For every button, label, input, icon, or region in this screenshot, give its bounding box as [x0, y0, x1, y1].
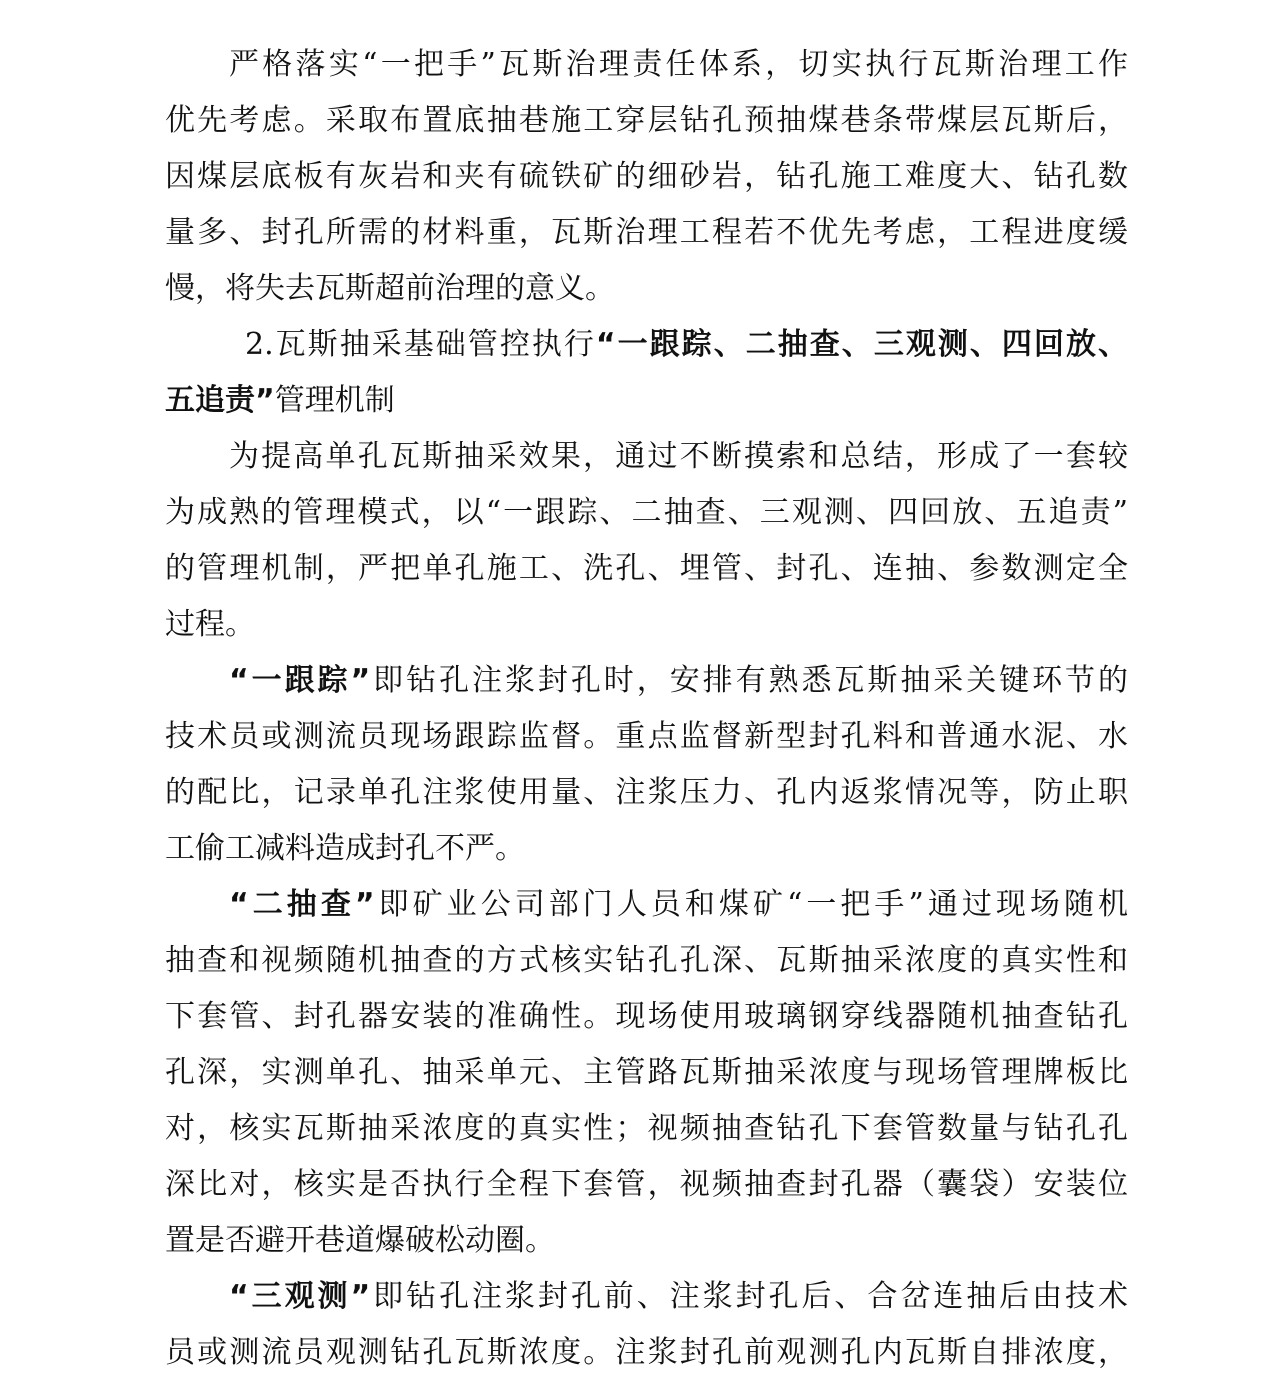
text-segment: 管理机制: [274, 383, 395, 418]
text-line: [165, 765, 1128, 821]
text-segment: 严格落实“一把手”瓦斯治理责任体系，切实执行瓦斯治理工作: [229, 47, 1128, 82]
text-line: [165, 1269, 1128, 1325]
text-segment: 工偷工减料造成封孔不严。: [165, 831, 525, 866]
text-segment: 对，核实瓦斯抽采浓度的真实性；视频抽查钻孔下套管数量与钻孔孔: [165, 1111, 1128, 1146]
text-segment: 孔深，实测单孔、抽采单元、主管路瓦斯抽采浓度与现场管理牌板比: [165, 1055, 1128, 1090]
text-segment: 抽查和视频随机抽查的方式核实钻孔孔深、瓦斯抽采浓度的真实性和: [165, 943, 1128, 978]
text-line: [165, 205, 1128, 261]
text-line: [165, 93, 1128, 149]
text-segment: 置是否避开巷道爆破松动圈。: [165, 1223, 555, 1258]
text-segment: 量多、封孔所需的材料重，瓦斯治理工程若不优先考虑，工程进度缓: [165, 215, 1128, 250]
bold-text: “一跟踪”: [229, 663, 371, 698]
text-line: [165, 1045, 1128, 1101]
text-segment: 技术员或测流员现场跟踪监督。重点监督新型封孔料和普通水泥、水: [165, 719, 1128, 754]
text-segment: 为成熟的管理模式，以“一跟踪、二抽查、三观测、四回放、五追责”: [165, 495, 1128, 530]
text-segment: 的管理机制，严把单孔施工、洗孔、埋管、封孔、连抽、参数测定全: [165, 551, 1128, 586]
text-segment: 过程。: [165, 607, 255, 642]
text-line: [165, 149, 1128, 205]
text-segment: 2.瓦斯抽采基础管控执行: [245, 327, 596, 362]
text-line: [165, 1101, 1128, 1157]
text-segment: 慢，将失去瓦斯超前治理的意义。: [165, 271, 615, 306]
text-line: [165, 373, 1128, 429]
text-segment: 即钻孔注浆封孔前、注浆封孔后、合岔连抽后由技术: [370, 1279, 1129, 1314]
text-line: [165, 429, 1128, 485]
text-line: [165, 933, 1128, 989]
text-line: [165, 709, 1128, 765]
bold-text: “三观测”: [229, 1279, 371, 1314]
text-line: [165, 877, 1128, 933]
text-line: [165, 597, 1128, 653]
bold-text: “二抽查”: [229, 887, 375, 922]
text-segment: 员或测流员观测钻孔瓦斯浓度。注浆封孔前观测孔内瓦斯自排浓度，: [165, 1335, 1128, 1370]
bold-text: “一跟踪、二抽查、三观测、四回放、: [595, 327, 1128, 362]
text-segment: 为提高单孔瓦斯抽采效果，通过不断摸索和总结，形成了一套较: [229, 439, 1128, 474]
text-line: [165, 1325, 1128, 1381]
text-line: [165, 989, 1128, 1045]
text-line: [165, 317, 1128, 373]
text-segment: 优先考虑。采取布置底抽巷施工穿层钻孔预抽煤巷条带煤层瓦斯后，: [165, 103, 1128, 138]
text-line: [165, 1157, 1128, 1213]
text-line: [165, 261, 1128, 317]
text-segment: 即钻孔注浆封孔时，安排有熟悉瓦斯抽采关键环节的: [370, 663, 1129, 698]
text-line: [165, 541, 1128, 597]
text-segment: 下套管、封孔器安装的准确性。现场使用玻璃钢穿线器随机抽查钻孔: [165, 999, 1128, 1034]
text-line: [165, 1213, 1128, 1269]
bold-text: 五追责”: [165, 383, 275, 418]
text-line: [165, 653, 1128, 709]
text-line: [165, 485, 1128, 541]
text-segment: 的配比，记录单孔注浆使用量、注浆压力、孔内返浆情况等，防止职: [165, 775, 1128, 810]
text-segment: 因煤层底板有灰岩和夹有硫铁矿的细砂岩，钻孔施工难度大、钻孔数: [165, 159, 1128, 194]
text-line: [165, 37, 1128, 93]
text-segment: 即矿业公司部门人员和煤矿“一把手”通过现场随机: [374, 887, 1128, 922]
text-line: [165, 821, 1128, 877]
text-segment: 深比对，核实是否执行全程下套管，视频抽查封孔器（囊袋）安装位: [165, 1167, 1128, 1202]
